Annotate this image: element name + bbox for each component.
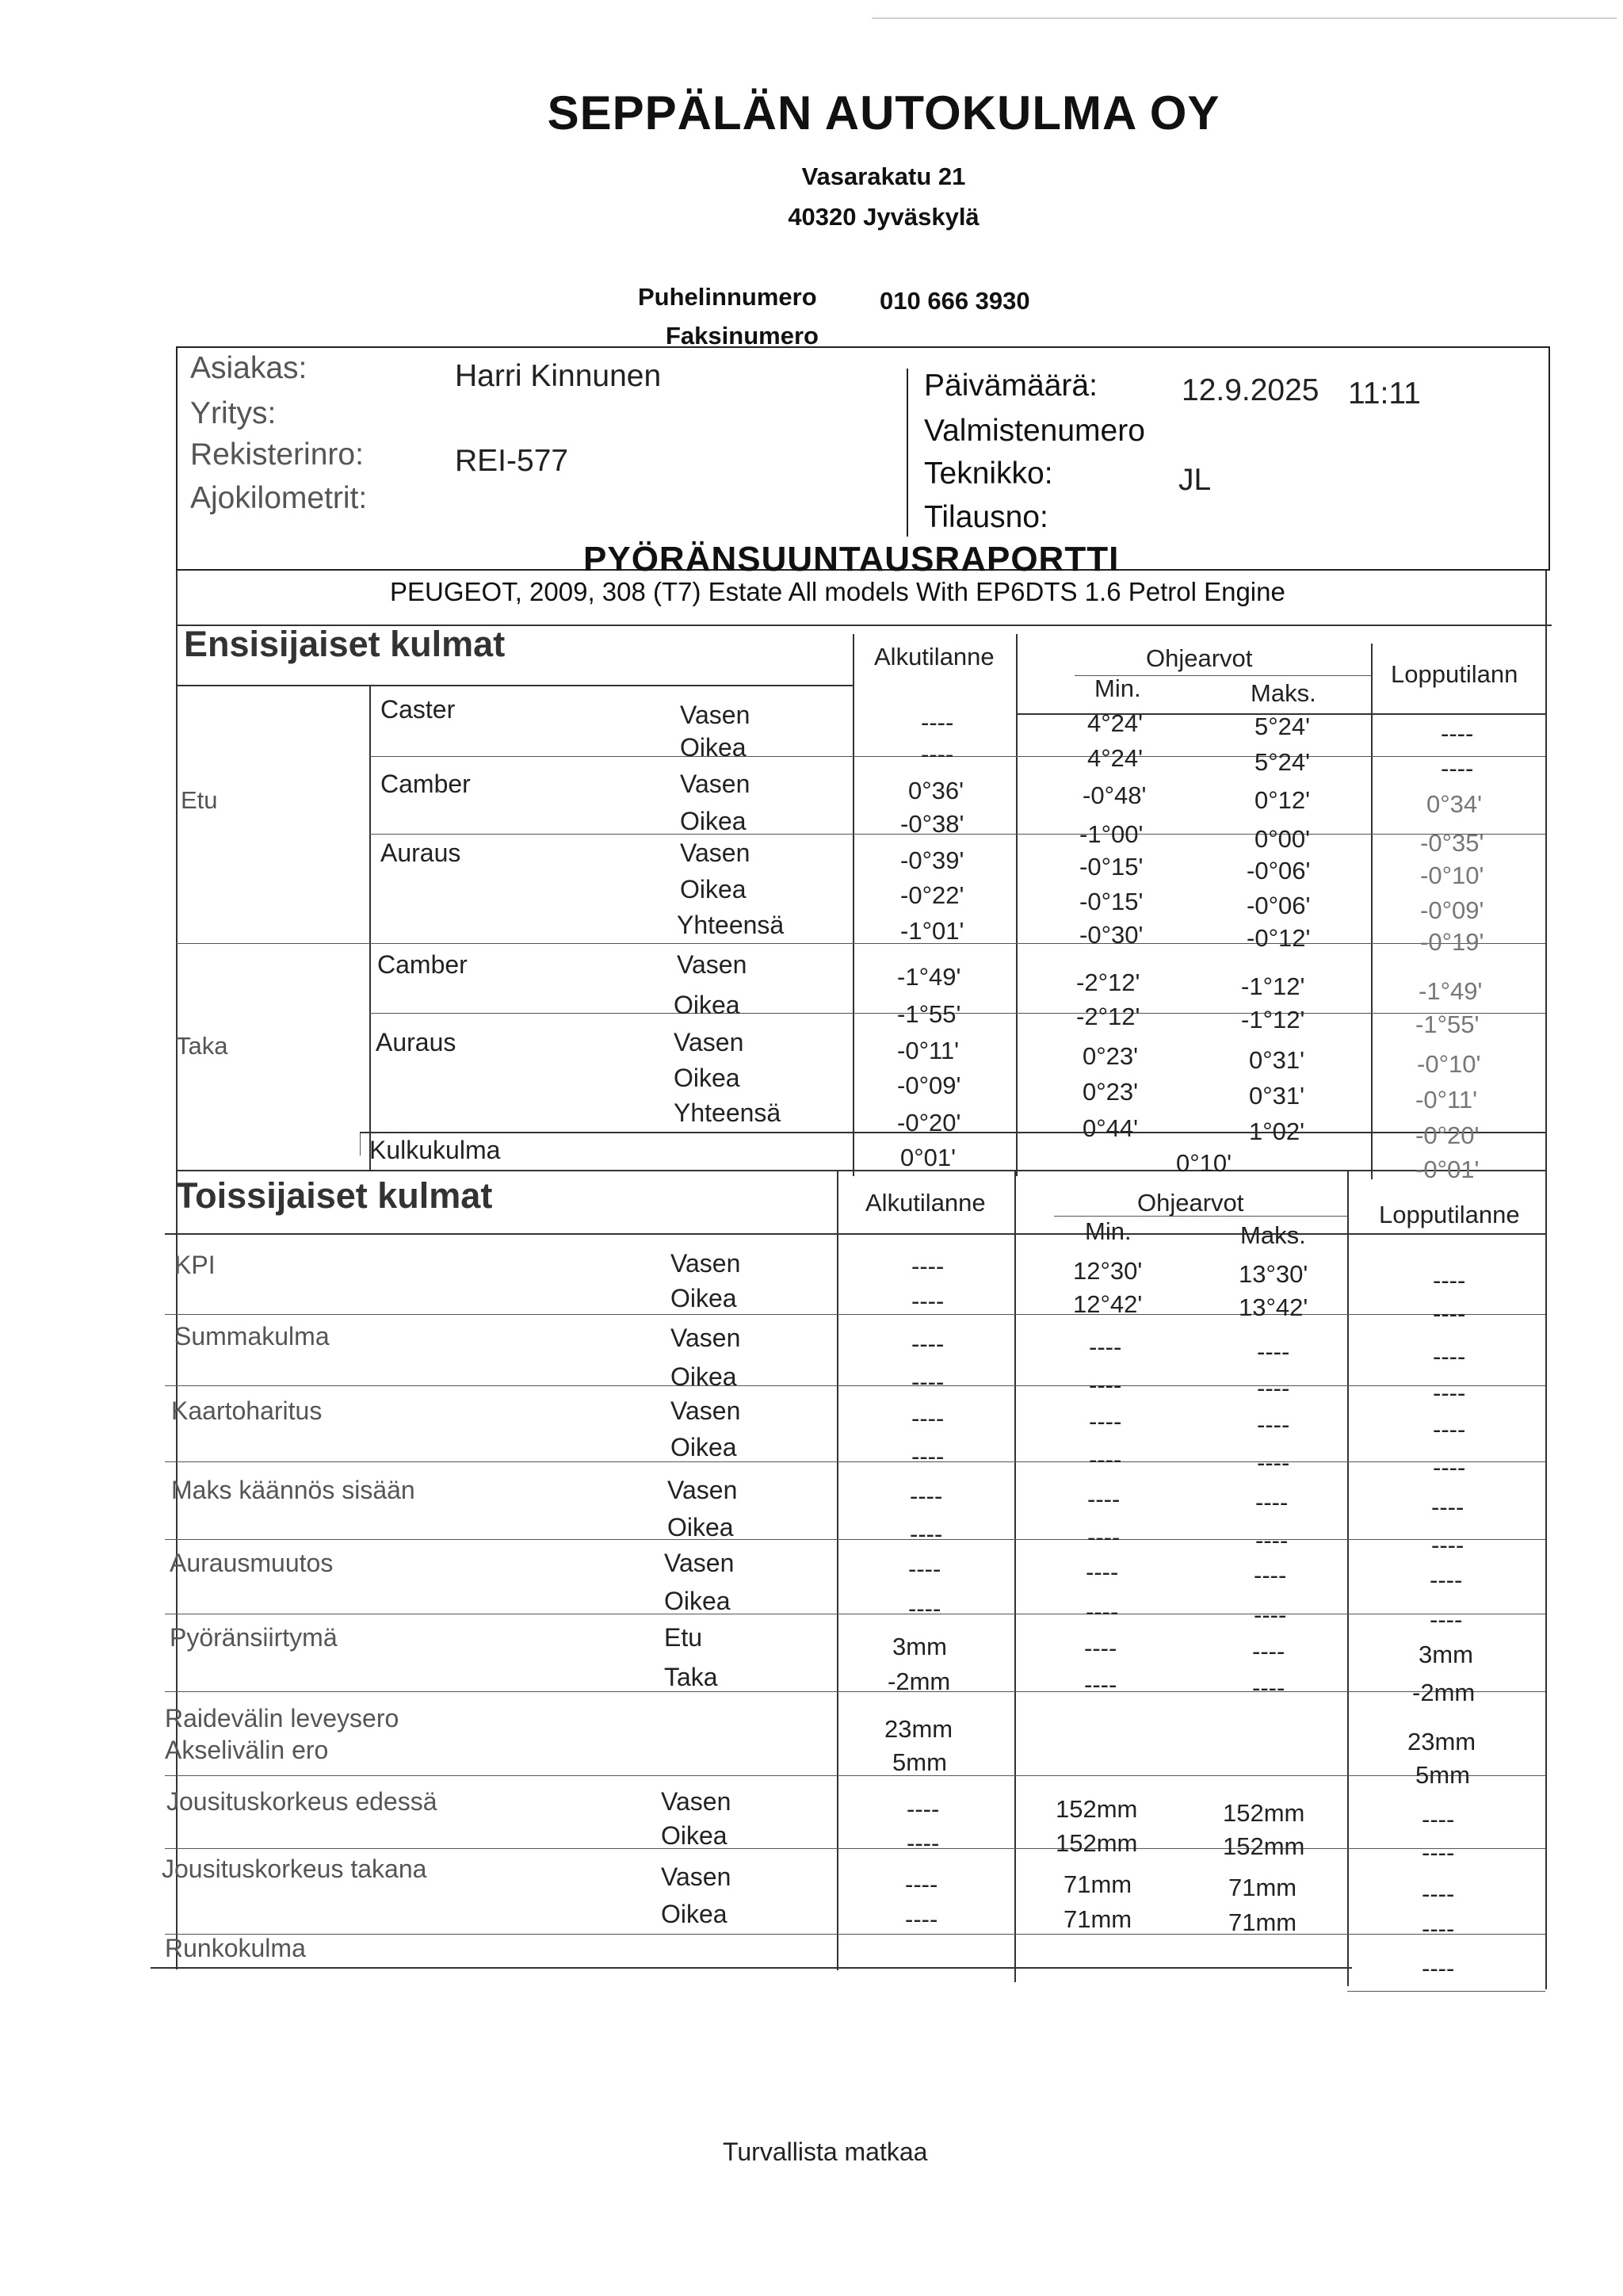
scan-edge-line [872, 17, 1617, 19]
primary-spec-header: Ohjearvot [1146, 644, 1253, 672]
height-front-right-label: Oikea [661, 1821, 727, 1850]
toe-total-max: -0°12' [1247, 924, 1311, 952]
vehicle-description: PEUGEOT, 2009, 308 (T7) Estate All models With EP6DTS 1.6 Petrol Engine [390, 577, 1285, 606]
toe-left-initial: -0°39' [900, 846, 964, 874]
setback-front-max: ---- [1252, 1637, 1285, 1665]
secondary-min-header: Min. [1085, 1217, 1132, 1245]
table-right-border [1545, 571, 1547, 1989]
rear-toe-total-max: 1°02' [1249, 1117, 1305, 1145]
rear-toe-total-label: Yhteensä [674, 1098, 781, 1127]
customer-info-divider [907, 369, 908, 537]
included-bottom-rule [165, 1385, 1545, 1386]
height-front-left-max: 152mm [1223, 1799, 1305, 1827]
kpi-right-min: 12°42' [1073, 1290, 1143, 1318]
height-front-left-min: 152mm [1056, 1795, 1138, 1823]
kpi-right-label: Oikea [670, 1284, 737, 1312]
included-right-label: Oikea [670, 1362, 737, 1391]
rear-toe-right-initial: -0°09' [897, 1072, 961, 1099]
final-col-bottom-rule [1347, 1991, 1545, 1992]
caster-left-label: Vasen [680, 701, 750, 729]
setback-rear-label: Taka [664, 1663, 718, 1691]
primary-col-divider-2 [1016, 634, 1018, 1176]
thrust-angle-label: Kulkukulma [369, 1136, 501, 1164]
kpi-right-initial: ---- [911, 1287, 945, 1315]
setback-bottom-rule [165, 1691, 1545, 1692]
caster-left-final: ---- [1441, 720, 1474, 747]
maxturn-right-label: Oikea [667, 1513, 734, 1541]
height-front-right-initial: ---- [907, 1829, 940, 1857]
rear-camber-right-final: -1°55' [1415, 1010, 1480, 1038]
toe-right-label: Oikea [680, 875, 747, 904]
toe-right-max: -0°06' [1247, 892, 1311, 919]
turn-right-max: ---- [1257, 1449, 1290, 1477]
setback-label: Pyöränsiirtymä [170, 1623, 338, 1652]
primary-group-divider [369, 685, 371, 1170]
turn-right-final: ---- [1433, 1454, 1466, 1481]
camber-front-label: Camber [380, 770, 471, 798]
camber-left-final: 0°34' [1426, 790, 1483, 818]
setback-rear-final: -2mm [1412, 1679, 1476, 1706]
thrust-angle-final: -0°01' [1415, 1156, 1480, 1183]
caster-left-min: 4°24' [1087, 709, 1144, 737]
camber-left-max: 0°12' [1254, 786, 1311, 814]
ride-height-front-label: Jousituskorkeus edessä [166, 1787, 437, 1816]
technician-label: Teknikko: [924, 457, 1053, 491]
toechange-left-max: ---- [1254, 1561, 1287, 1589]
toe-total-min: -0°30' [1079, 921, 1144, 949]
height-rear-left-min: 71mm [1064, 1870, 1132, 1898]
frame-angle-final: ---- [1422, 1954, 1455, 1982]
height-rear-right-min: 71mm [1064, 1905, 1132, 1933]
ride-height-rear-label: Jousituskorkeus takana [162, 1855, 427, 1883]
height-front-left-label: Vasen [661, 1787, 731, 1816]
company-field-label: Yritys: [190, 396, 277, 430]
date-value: 12.9.2025 [1182, 373, 1319, 407]
secondary-final-header: Lopputilanne [1379, 1201, 1520, 1228]
height-front-bottom-rule [165, 1848, 1545, 1849]
rear-camber-left-label: Vasen [677, 950, 747, 979]
rear-toe-right-min: 0°23' [1083, 1078, 1139, 1106]
maxturn-right-initial: ---- [910, 1520, 943, 1548]
secondary-table-bottom-rule [151, 1967, 1352, 1969]
track-diff-final: 23mm [1407, 1728, 1476, 1755]
toe-left-max: -0°06' [1247, 857, 1311, 884]
serial-label: Valmistenumero [924, 414, 1145, 448]
secondary-spec-header: Ohjearvot [1137, 1189, 1244, 1217]
toechange-right-initial: ---- [908, 1595, 941, 1622]
primary-table-bottom-rule [176, 1170, 1545, 1171]
setback-rear-initial: -2mm [888, 1668, 951, 1695]
toechange-right-min: ---- [1086, 1598, 1119, 1626]
rear-toe-left-initial: -0°11' [897, 1037, 960, 1064]
included-left-initial: ---- [911, 1330, 945, 1358]
height-rear-left-final: ---- [1422, 1880, 1455, 1908]
height-rear-left-max: 71mm [1228, 1874, 1297, 1901]
footer-greeting: Turvallista matkaa [723, 2137, 928, 2166]
maxturn-right-final: ---- [1431, 1531, 1465, 1559]
caster-left-max: 5°24' [1254, 712, 1311, 740]
toe-total-final: -0°19' [1420, 928, 1484, 956]
primary-initial-header: Alkutilanne [874, 643, 995, 670]
height-front-right-min: 152mm [1056, 1829, 1138, 1857]
frame-angle-label: Runkokulma [165, 1934, 306, 1962]
height-rear-left-initial: ---- [905, 1870, 938, 1898]
kpi-label: KPI [174, 1251, 216, 1279]
height-rear-bottom-rule [165, 1934, 1545, 1935]
front-axle-label: Etu [181, 786, 218, 814]
company-city: 40320 Jyväskylä [788, 203, 980, 231]
order-label: Tilausno: [924, 500, 1048, 534]
included-left-final: ---- [1433, 1343, 1466, 1370]
wheelbase-diff-label: Akselivälin ero [165, 1736, 329, 1764]
toe-total-label: Yhteensä [677, 911, 785, 939]
rear-toe-right-final: -0°11' [1415, 1086, 1478, 1114]
maxturn-right-max: ---- [1255, 1526, 1289, 1554]
height-rear-right-initial: ---- [905, 1905, 938, 1933]
turn-right-label: Oikea [670, 1433, 737, 1461]
secondary-col-divider-1 [837, 1170, 838, 1970]
company-street: Vasarakatu 21 [801, 162, 966, 190]
kpi-right-final: ---- [1433, 1300, 1466, 1328]
included-angle-label: Summakulma [174, 1322, 330, 1350]
thrust-angle-initial: 0°01' [900, 1144, 957, 1171]
included-right-min: ---- [1089, 1371, 1122, 1399]
secondary-max-header: Maks. [1240, 1221, 1306, 1249]
primary-min-header: Min. [1094, 674, 1141, 702]
height-rear-left-label: Vasen [661, 1862, 731, 1891]
phone-number: 010 666 3930 [880, 287, 1030, 315]
included-right-max: ---- [1257, 1374, 1290, 1402]
included-left-max: ---- [1257, 1338, 1290, 1366]
caster-right-initial: ---- [921, 740, 954, 768]
track-diff-initial: 23mm [884, 1715, 953, 1743]
track-width-diff-label: Raidevälin leveysero [165, 1704, 399, 1733]
camber-right-final: -0°35' [1420, 829, 1484, 857]
camber-right-initial: -0°38' [900, 810, 964, 838]
toe-right-initial: -0°22' [900, 881, 964, 909]
maxturn-left-label: Vasen [667, 1476, 738, 1504]
toe-left-final: -0°10' [1420, 861, 1484, 889]
kpi-right-max: 13°42' [1239, 1293, 1308, 1321]
registration-label: Rekisterinro: [190, 437, 364, 472]
included-right-final: ---- [1433, 1379, 1466, 1407]
customer-name: Harri Kinnunen [455, 359, 662, 393]
thrust-angle-spec: 0°10' [1176, 1149, 1232, 1177]
primary-section-title: Ensisijaiset kulmat [184, 624, 506, 664]
technician-value: JL [1178, 463, 1212, 497]
included-right-initial: ---- [911, 1368, 945, 1396]
camber-right-label: Oikea [680, 807, 747, 835]
toechange-right-final: ---- [1430, 1606, 1463, 1633]
camber-left-initial: 0°36' [908, 777, 964, 804]
secondary-col-divider-2 [1014, 1170, 1016, 1982]
setback-front-initial: 3mm [892, 1633, 947, 1660]
maxturn-left-final: ---- [1431, 1493, 1465, 1521]
caster-right-label: Oikea [680, 733, 747, 762]
setback-front-final: 3mm [1419, 1641, 1473, 1668]
toechange-right-label: Oikea [664, 1587, 731, 1615]
turn-left-final: ---- [1433, 1415, 1466, 1443]
toe-rear-label: Auraus [376, 1028, 456, 1056]
registration-value: REI-577 [455, 444, 569, 478]
primary-final-header: Lopputilann [1391, 660, 1518, 688]
height-front-left-final: ---- [1422, 1805, 1455, 1833]
primary-header-rule [176, 685, 854, 686]
kpi-left-max: 13°30' [1239, 1260, 1308, 1288]
secondary-col-divider-3 [1347, 1170, 1349, 1986]
toe-front-label: Auraus [380, 839, 461, 867]
report-title: PYÖRÄNSUUNTAUSRAPORTTI [583, 540, 1120, 579]
primary-col-divider-1 [853, 634, 854, 1176]
maxturn-left-initial: ---- [910, 1482, 943, 1510]
toechange-left-label: Vasen [664, 1549, 735, 1577]
turn-right-min: ---- [1089, 1446, 1122, 1473]
height-front-left-initial: ---- [907, 1795, 940, 1823]
turn-bottom-rule [165, 1461, 1545, 1462]
fax-label: Faksinumero [666, 322, 819, 350]
time-value: 11:11 [1348, 376, 1421, 411]
rear-toe-right-label: Oikea [674, 1064, 740, 1092]
rear-camber-left-final: -1°49' [1419, 977, 1483, 1005]
rear-toe-left-max: 0°31' [1249, 1046, 1305, 1074]
maxturn-left-max: ---- [1255, 1488, 1289, 1516]
height-rear-right-label: Oikea [661, 1900, 727, 1928]
wheelbase-diff-final: 5mm [1415, 1761, 1470, 1789]
toe-right-min: -0°15' [1079, 888, 1144, 915]
rear-camber-left-min: -2°12' [1076, 968, 1140, 996]
customer-info-box [176, 346, 1550, 571]
setback-rear-min: ---- [1084, 1671, 1117, 1698]
toe-total-initial: -1°01' [900, 917, 964, 945]
height-front-right-max: 152mm [1223, 1832, 1305, 1860]
kpi-left-final: ---- [1433, 1266, 1466, 1294]
rear-camber-right-min: -2°12' [1076, 1003, 1140, 1030]
rear-camber-left-initial: -1°49' [897, 963, 961, 991]
height-rear-right-max: 71mm [1228, 1908, 1297, 1936]
rear-toe-total-min: 0°44' [1083, 1114, 1139, 1142]
secondary-initial-header: Alkutilanne [865, 1189, 986, 1217]
caster-right-final: ---- [1441, 755, 1474, 782]
toe-left-label: Vasen [680, 839, 750, 867]
caster-right-max: 5°24' [1254, 748, 1311, 776]
secondary-section-title: Toissijaiset kulmat [176, 1175, 493, 1216]
rear-camber-left-max: -1°12' [1241, 972, 1305, 1000]
toe-change-label: Aurausmuutos [170, 1549, 334, 1577]
turn-angle-label: Kaartoharitus [171, 1396, 323, 1425]
secondary-header-rule [165, 1233, 1545, 1235]
date-label: Päivämäärä: [924, 369, 1098, 403]
rear-toe-left-final: -0°10' [1417, 1050, 1481, 1078]
kpi-left-initial: ---- [911, 1252, 945, 1280]
height-front-right-final: ---- [1422, 1839, 1455, 1866]
rear-camber-right-max: -1°12' [1241, 1006, 1305, 1033]
maxturn-left-min: ---- [1087, 1485, 1121, 1513]
maxturn-right-min: ---- [1087, 1523, 1121, 1551]
customer-label: Asiakas: [190, 351, 307, 385]
primary-max-header: Maks. [1251, 679, 1316, 707]
included-left-label: Vasen [670, 1324, 741, 1352]
height-rear-right-final: ---- [1422, 1915, 1455, 1943]
camber-right-max: 0°00' [1254, 825, 1311, 853]
caster-left-initial: ---- [921, 709, 954, 736]
kpi-bottom-rule [165, 1314, 1545, 1315]
rear-toe-total-final: -0°20' [1415, 1121, 1480, 1149]
camber-left-min: -0°48' [1083, 781, 1147, 809]
rear-camber-right-label: Oikea [674, 991, 740, 1019]
camber-left-label: Vasen [680, 770, 750, 798]
turn-left-max: ---- [1257, 1411, 1290, 1438]
max-turn-label: Maks käännös sisään [171, 1476, 415, 1504]
maxturn-bottom-rule [165, 1539, 1545, 1540]
camber-rear-label: Camber [377, 950, 468, 979]
turn-left-initial: ---- [911, 1404, 945, 1432]
mileage-label: Ajokilometrit: [190, 481, 368, 515]
rear-axle-label: Taka [176, 1032, 228, 1060]
kpi-left-min: 12°30' [1073, 1257, 1143, 1285]
front-bottom-rule [176, 943, 1545, 944]
toe-right-final: -0°09' [1420, 896, 1484, 924]
toechange-left-min: ---- [1086, 1558, 1119, 1586]
rear-toe-left-label: Vasen [674, 1028, 744, 1056]
camber-right-min: -1°00' [1079, 820, 1144, 848]
primary-col-divider-3 [1371, 644, 1373, 1179]
caster-label: Caster [380, 695, 456, 724]
included-left-min: ---- [1089, 1333, 1122, 1361]
wheelbase-diff-initial: 5mm [892, 1748, 947, 1776]
company-name: SEPPÄLÄN AUTOKULMA OY [547, 86, 1220, 139]
rear-toe-right-max: 0°31' [1249, 1082, 1305, 1110]
toechange-left-initial: ---- [908, 1555, 941, 1583]
setback-front-label: Etu [664, 1623, 703, 1652]
toechange-left-final: ---- [1430, 1566, 1463, 1594]
toechange-right-max: ---- [1254, 1601, 1287, 1629]
thrust-left-tick [360, 1132, 361, 1156]
caster-right-min: 4°24' [1087, 744, 1144, 772]
setback-rear-max: ---- [1252, 1674, 1285, 1702]
setback-front-min: ---- [1084, 1634, 1117, 1662]
rear-camber-right-initial: -1°55' [897, 1000, 961, 1028]
turn-right-initial: ---- [911, 1442, 945, 1470]
phone-label: Puhelinnumero [638, 283, 817, 311]
caster-bottom-rule [369, 756, 1545, 757]
rear-toe-total-initial: -0°20' [897, 1109, 961, 1137]
track-bottom-rule [165, 1775, 1545, 1776]
turn-left-label: Vasen [670, 1396, 741, 1425]
turn-left-min: ---- [1089, 1408, 1122, 1435]
toe-left-min: -0°15' [1079, 853, 1144, 881]
kpi-left-label: Vasen [670, 1249, 741, 1278]
rear-toe-left-min: 0°23' [1083, 1042, 1139, 1070]
